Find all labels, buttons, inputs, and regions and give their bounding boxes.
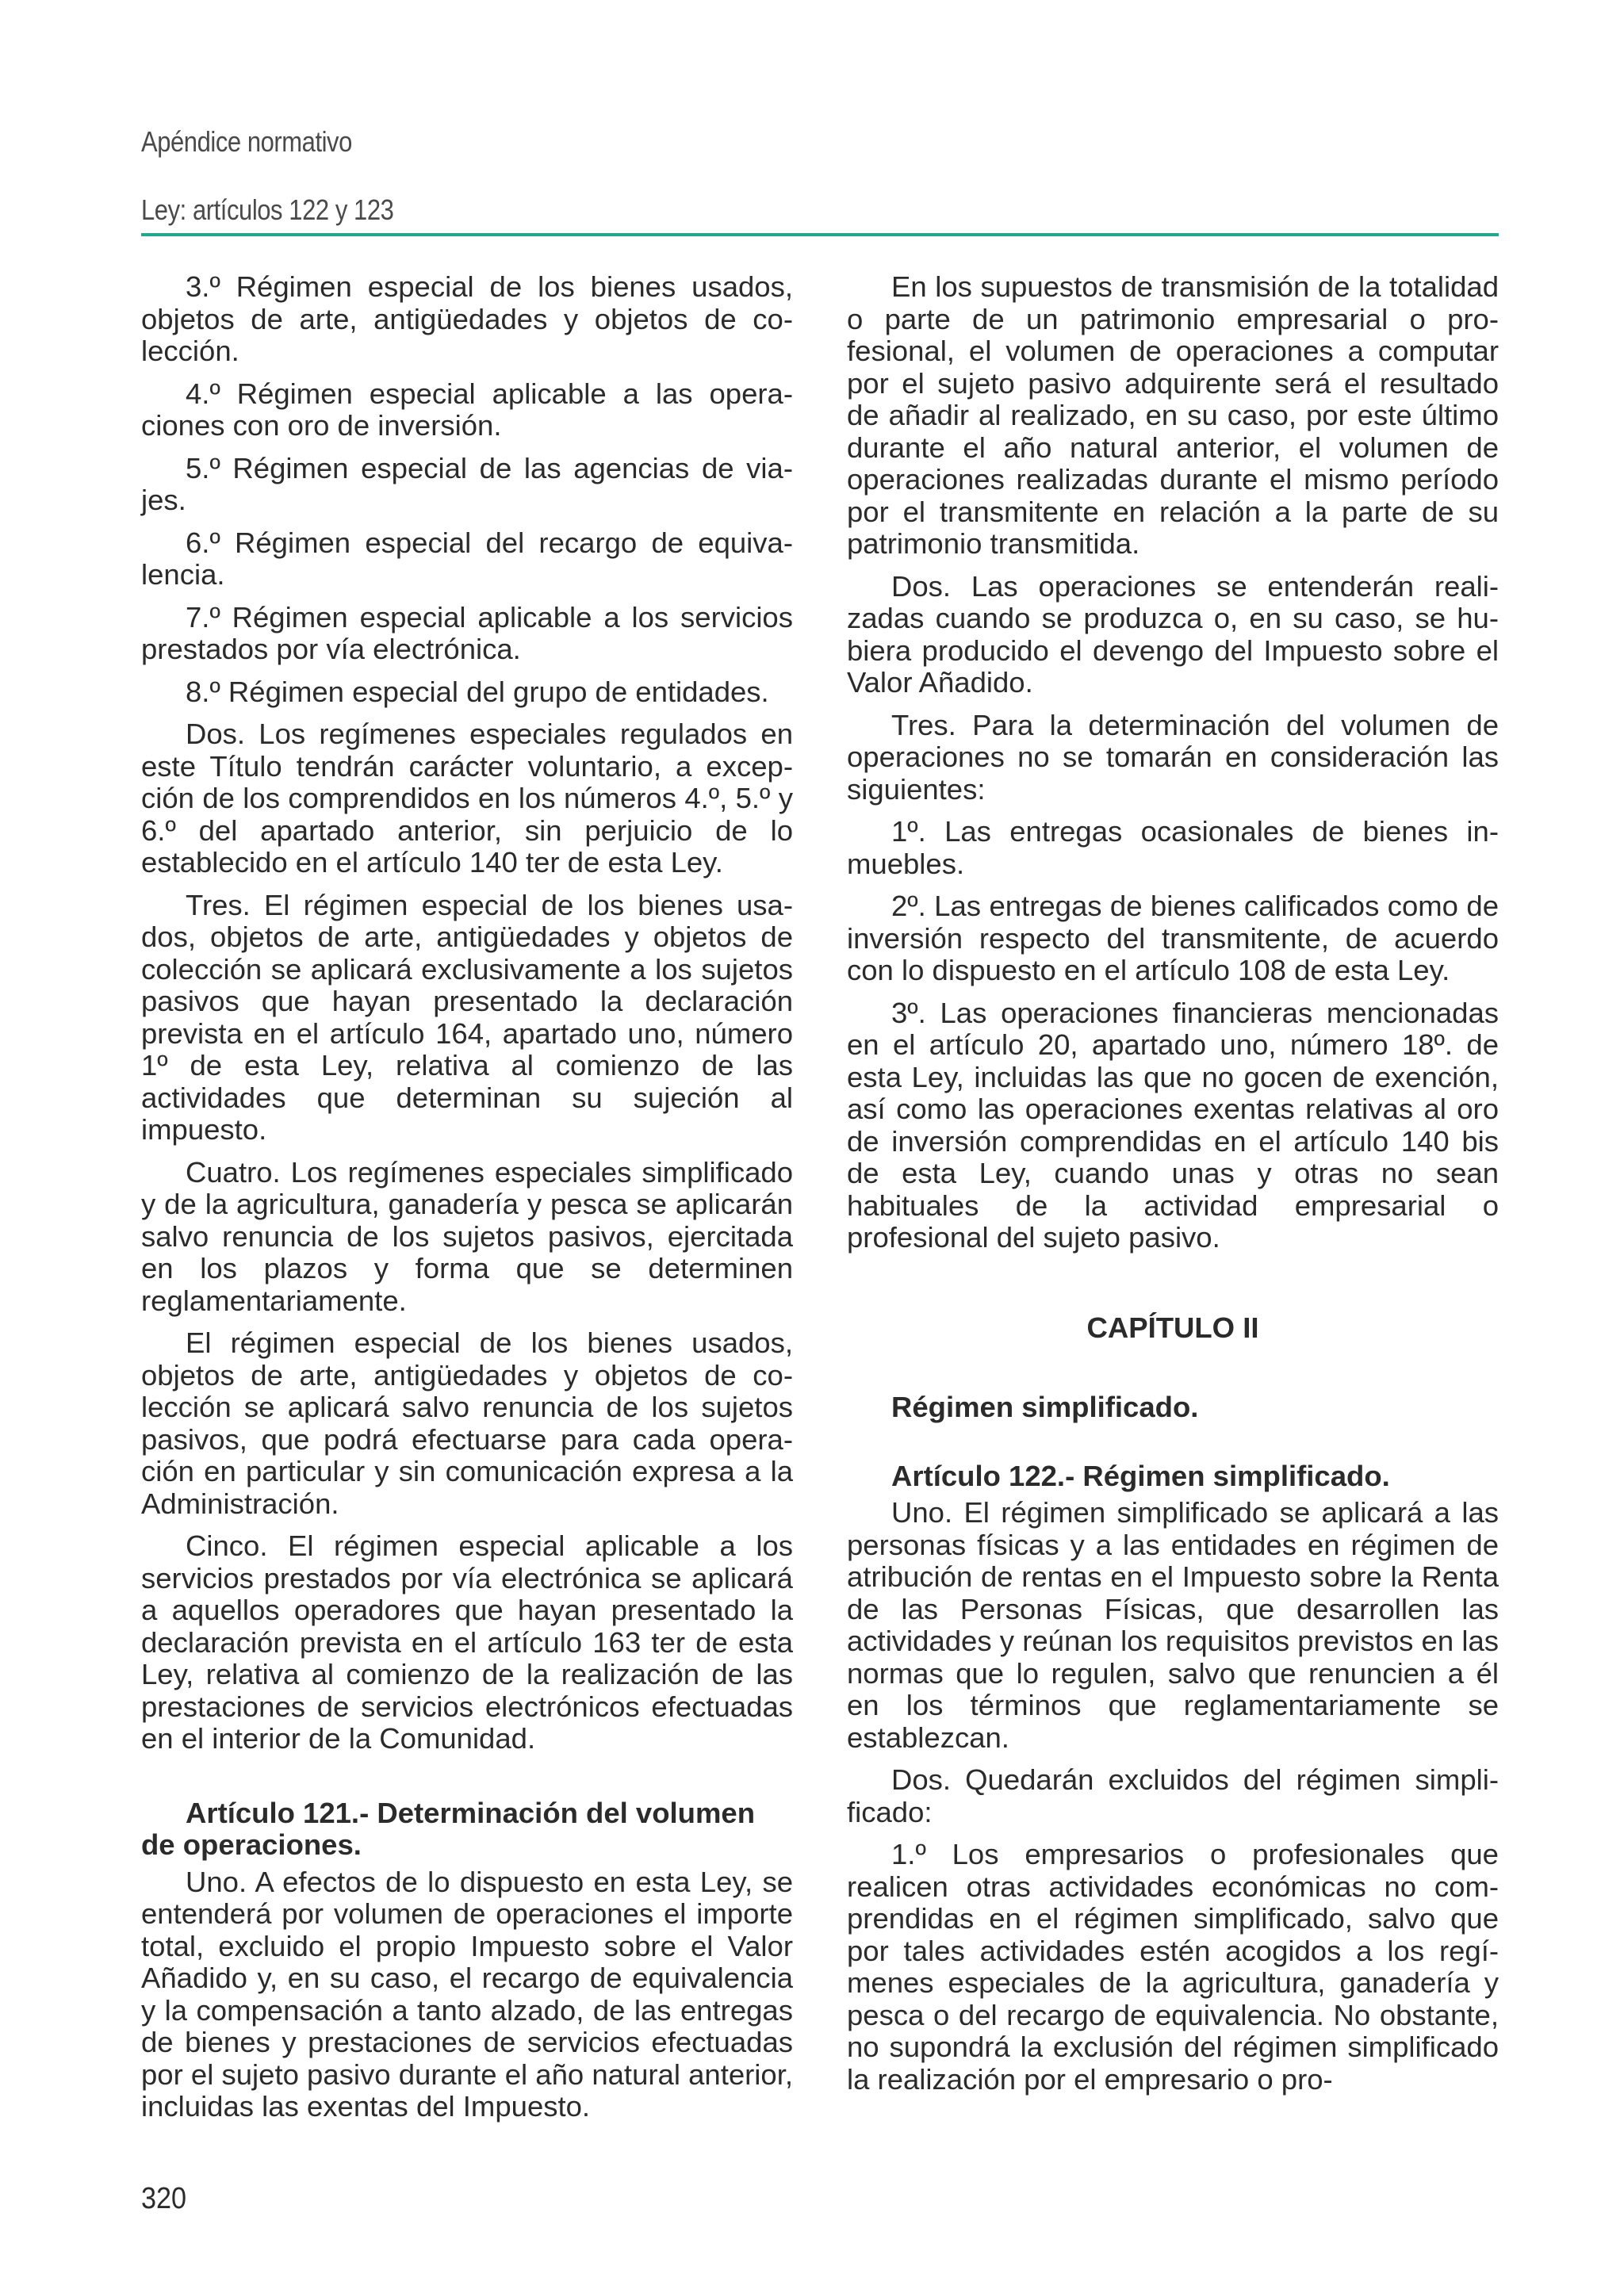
paragraph: Dos. Las operaciones se entenderán realizadas cuando se produzca o, en su caso, se hubiera producido el devengo del Impuesto sobre el Valor Añadido. xyxy=(847,569,1499,699)
paragraph: 6.º Régimen especial del recargo de equivalencia. xyxy=(141,526,793,591)
right-column xyxy=(847,271,1499,2106)
header-divider xyxy=(141,233,1499,236)
paragraph: Cinco. El régimen especial aplicable a los servicios prestados por vía electrónica se aplicará a aquellos operadores que hayan presentado la declaración prevista en el artículo 163 ter de esta Ley, relativa al comienzo de la realización de las prestaciones de servicios electrónicos efectuadas en el interior de la Comunidad. xyxy=(141,1529,793,1755)
chapter-heading: CAPÍTULO II xyxy=(1086,1311,1259,1344)
running-header-subsection: Ley: artículos 122 y 123 xyxy=(141,193,394,226)
paragraph: Dos. Los regímenes especiales regulados en este Título tendrán carácter voluntario, a excepción de los comprendidos en los números 4.º, 5.º y 6.º del apartado anterior, sin perjuicio de lo establecido en el artículo 140 ter de esta Ley. xyxy=(141,718,793,879)
spacer xyxy=(141,1766,793,1797)
spacer xyxy=(847,1265,1499,1312)
page-number: 320 xyxy=(141,2182,187,2215)
paragraph: 3.º Régimen especial de los bienes usados, objetos de arte, antigüedades y objetos de colección. xyxy=(141,270,793,367)
spacer xyxy=(847,1429,1499,1460)
left-column xyxy=(141,271,793,2134)
paragraph: 1º. Las entregas ocasionales de bienes inmuebles. xyxy=(847,815,1499,880)
paragraph: Tres. El régimen especial de los bienes usados, objetos de arte, antigüedades y objetos de colección se aplicará exclusivamente a los sujetos pasivos que hayan presentado la declaración prevista en el artículo 164, apartado uno, número 1º de esta Ley, relativa al comienzo de las actividades que determinan su sujeción al impuesto. xyxy=(141,888,793,1146)
article-121-heading: Artículo 121.- Determinación del volumen de operaciones. xyxy=(141,1796,756,1861)
paragraph: Cuatro. Los regímenes especiales simplificado y de la agricultura, ganadería y pesca se aplicarán salvo renuncia de los sujetos pasivos, ejercitada en los plazos y forma que se determinen reglamentariamente. xyxy=(141,1155,793,1317)
paragraph: 5.º Régimen especial de las agencias de viajes. xyxy=(141,451,793,516)
paragraph: Tres. Para la determinación del volumen de operaciones no se tomarán en consideración las siguientes: xyxy=(847,708,1499,806)
paragraph: Dos. Quedarán excluidos del régimen simplificado: xyxy=(847,1763,1499,1828)
chapter-title: Régimen simplificado. xyxy=(891,1391,1199,1423)
paragraph: Uno. El régimen simplificado se aplicará a las personas físicas y a las entidades en régimen de atribución de rentas en el Impuesto sobre la Renta de las Personas Físicas, que desarrollen las actividades y reúnan los requisitos previstos en las normas que lo regulen, salvo que renuncien a él en los términos que reglamentariamente se establezcan. xyxy=(847,1496,1499,1754)
paragraph: 4.º Régimen especial aplicable a las operaciones con oro de inversión. xyxy=(141,377,793,442)
paragraph: 1.º Los empresarios o profesionales que realicen otras actividades económicas no comprendidas en el régimen simplificado, salvo que por tales actividades estén acogidos a los regímenes especiales de la agricultura, ganadería y pesca o del recargo de equivalencia. No obstante, no supondrá la exclusión del régimen simplificado la realización por el empresario o pro- xyxy=(847,1838,1499,2096)
paragraph: 7.º Régimen especial aplicable a los servicios prestados por vía electrónica. xyxy=(141,600,793,665)
paragraph: El régimen especial de los bienes usados, objetos de arte, antigüedades y objetos de colección se aplicará salvo renuncia de los sujetos pasivos, que podrá efectuarse para cada operación en particular y sin comunicación expresa a la Administración. xyxy=(141,1326,793,1520)
paragraph: 8.º Régimen especial del grupo de entidades. xyxy=(186,675,769,708)
running-header-section: Apéndice normativo xyxy=(141,125,352,158)
spacer xyxy=(847,1344,1499,1391)
article-122-heading: Artículo 122.- Régimen simplificado. xyxy=(891,1459,1390,1492)
paragraph: 2º. Las entregas de bienes calificados como de inversión respecto del transmitente, de acuerdo con lo dispuesto en el artículo 108 de esta Ley. xyxy=(847,890,1499,986)
paragraph: En los supuestos de transmisión de la totalidad o parte de un patrimonio empresarial o profesional, el volumen de operaciones a computar por el sujeto pasivo adquirente será el resultado de añadir al realizado, en su caso, por este último durante el año natural anterior, el volumen de operaciones realizadas durante el mismo período por el transmitente en relación a la parte de su patrimonio transmitida. xyxy=(847,270,1499,560)
paragraph: 3º. Las operaciones financieras mencionadas en el artículo 20, apartado uno, número 18º. de esta Ley, incluidas las que no gocen de exención, así como las operaciones exentas relativas al oro de inversión comprendidas en el artículo 140 bis de esta Ley, cuando unas y otras no sean habituales de la actividad empresarial o profesional del sujeto pasivo. xyxy=(847,996,1499,1254)
paragraph: Uno. A efectos de lo dispuesto en esta Ley, se entenderá por volumen de operaciones el importe total, excluido el propio Impuesto sobre el Valor Añadido y, en su caso, el recargo de equivalencia y la compensación a tanto alzado, de las entregas de bienes y prestaciones de servicios efectuadas por el sujeto pasivo durante el año natural anterior, incluidas las exentas del Impuesto. xyxy=(141,1865,793,2123)
